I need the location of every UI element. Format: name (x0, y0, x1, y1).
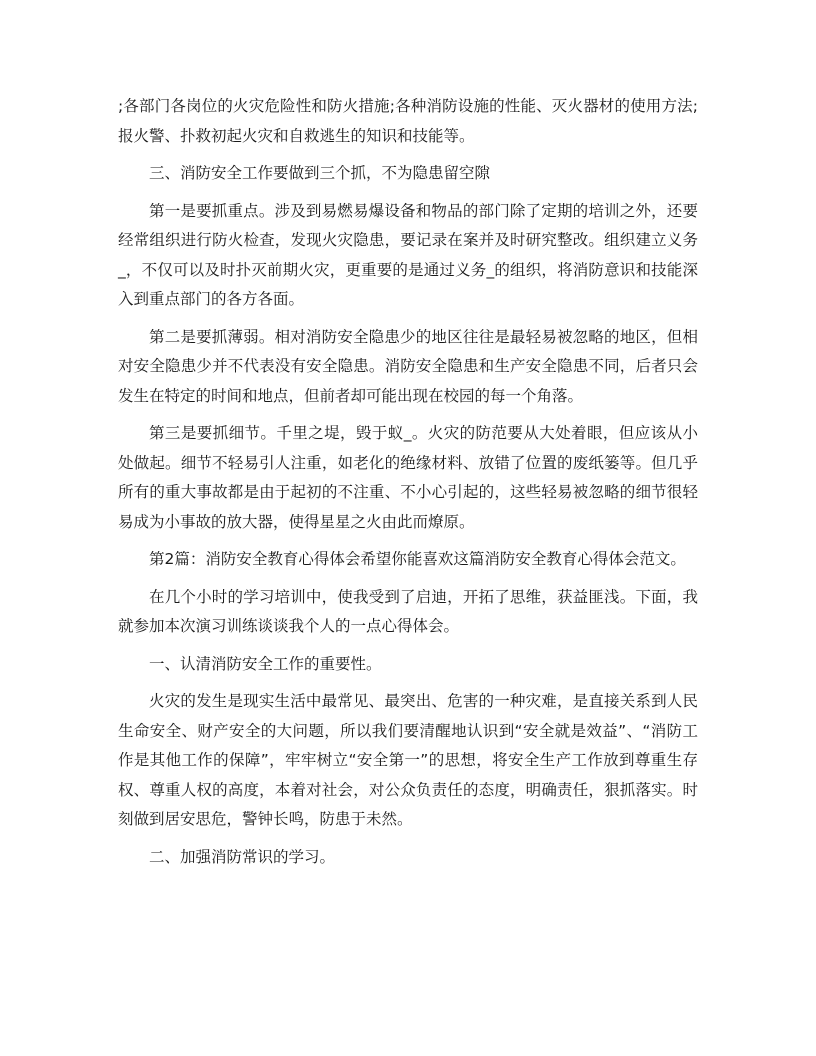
paragraph-grasp-details: 第三是要抓细节。千里之堤，毁于蚁_。火灾的防范要从大处着眼，但应该从小处做起。细节不轻易引人注重，如老化的绝缘材料、放错了位置的废纸篓等。但几乎所有的重大事故都是由于起初的不注重、不小心引起的，这些轻易被忽略的细节很轻易成为小事故的放大器，使得星星之火由此而燎原。 (118, 424, 698, 531)
heading-three-grasps: 三、消防安全工作要做到三个抓，不为隐患留空隙 (149, 164, 491, 182)
paragraph-chapter-two-title: 第2篇：消防安全教育心得体会希望你能喜欢这篇消防安全教育心得体会范文。 (149, 550, 686, 568)
document-body (118, 92, 698, 880)
heading-strengthen-learning: 二、加强消防常识的学习。 (149, 847, 336, 866)
paragraph-grasp-key-points: 第一是要抓重点。涉及到易燃易爆设备和物品的部门除了定期的培训之外，还要经常组织进行防火检查，发现火灾隐患，要记录在案并及时研究整改。组织建立义务_，不仅可以及时扑灭前期火灾，更重要的是通过义务_的组织，将消防意识和技能深入到重点部门的各方各面。 (118, 201, 698, 308)
paragraph-grasp-weak-points: 第二是要抓薄弱。相对消防安全隐患少的地区往往是最轻易被忽略的地区，但相对安全隐患少并不代表没有安全隐患。消防安全隐患和生产安全隐患不同，后者只会发生在特定的时间和地点，但前者却可能出现在校园的每一个角落。 (118, 327, 698, 405)
paragraph-fire-knowledge: ;各部门各岗位的火灾危险性和防火措施;各种消防设施的性能、灭火器材的使用方法;报火警、扑救初起火灾和自救逃生的知识和技能等。 (118, 97, 698, 145)
paragraph-fire-disaster: 火灾的发生是现实生活中最常见、最突出、危害的一种灾难，是直接关系到人民生命安全、财产安全的大问题，所以我们要清醒地认识到“安全就是效益”、“消防工作是其他工作的保障”，牢牢树立“安全第一”的思想，将安全生产工作放到尊重生存权、尊重人权的高度，本着对社会，对公众负责任的态度，明确责任，狠抓落实。时刻做到居安思危，警钟长鸣，防患于未然。 (118, 692, 698, 828)
heading-importance: 一、认清消防安全工作的重要性。 (149, 654, 382, 673)
paragraph-training-intro: 在几个小时的学习培训中，使我受到了启迪，开拓了思维，获益匪浅。下面，我就参加本次演习训练谈谈我个人的一点心得体会。 (118, 587, 698, 635)
